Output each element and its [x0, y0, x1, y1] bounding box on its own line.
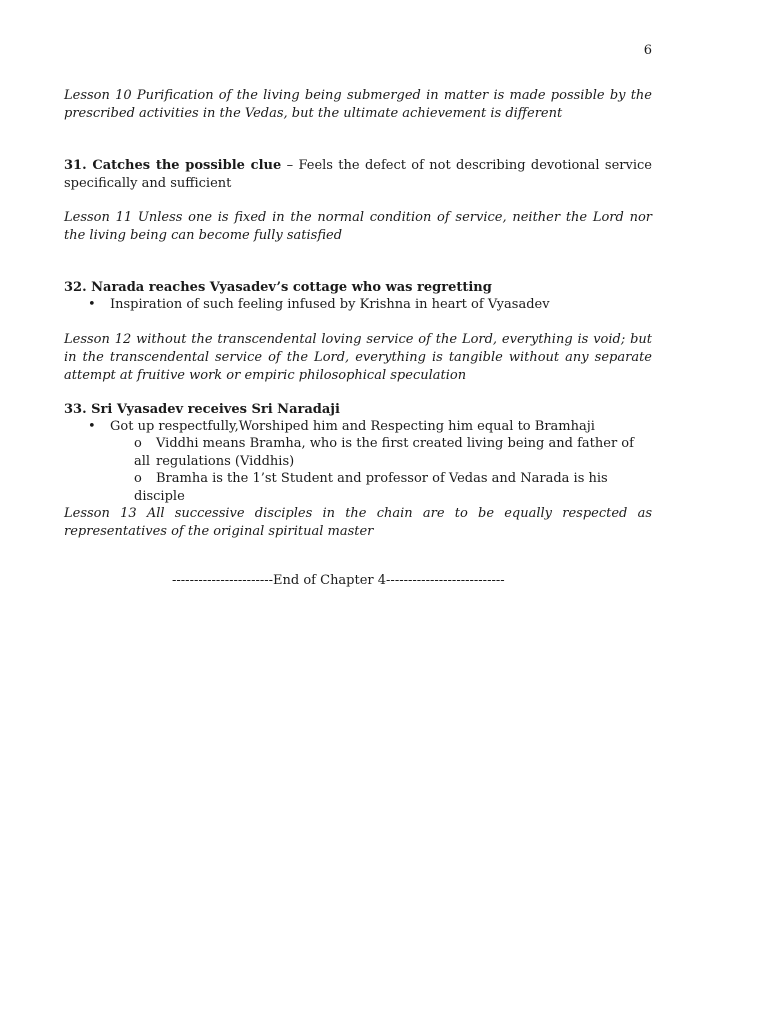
page-number: 6	[643, 43, 652, 58]
item-32-bullet-text: Inspiration of such feeling infused by Krishna in heart of Vyasadev	[110, 297, 550, 312]
item-33-sub-1-text: Viddhi means Bramha, who is the first created living being and father of all	[134, 436, 634, 469]
item-31-heading: 31. Catches the possible clue	[64, 158, 282, 173]
item-33-sub-2-text: Bramha is the 1’st Student and professor of Vedas and Narada is his disciple	[134, 471, 608, 504]
item-31-text: – Feels the defect of not describing devotional service specifically and sufficient	[64, 158, 652, 191]
item-32-heading: 32. Narada reaches Vyasadev’s cottage who was regretting	[64, 280, 492, 295]
lesson-10-text: Lesson 10 Purification of the living being submerged in matter is made possible by the prescribed activities in the Vedas, but the ultimate achievement is different	[64, 88, 652, 121]
item-33-heading: 33. Sri Vyasadev receives Sri Naradaji	[64, 402, 340, 417]
item-33-sub-1-continued: regulations (Viddhis)	[156, 454, 295, 469]
sub-bullet-icon: o	[134, 471, 142, 486]
item-32-bullet	[88, 296, 648, 314]
item-33-sub-2	[134, 470, 654, 506]
lesson-11-text: Lesson 11 Unless one is fixed in the normal condition of service, neither the Lord nor the living being can become fully satisfied	[64, 210, 652, 243]
bullet-icon: •	[88, 297, 96, 312]
lesson-12-text: Lesson 12 without the transcendental loving service of the Lord, everything is void; but in the transcendental service of the Lord, everything is tangible without any separate attempt at fruitive work or empiric philosophical speculation	[64, 332, 652, 383]
item-33-bullet	[88, 418, 648, 436]
lesson-13-text: Lesson 13 All successive disciples in the chain are to be equally respected as representatives of the original spiritual master	[64, 506, 652, 539]
sub-bullet-icon: o	[134, 436, 142, 451]
bullet-icon: •	[88, 419, 96, 434]
item-31-paragraph	[64, 157, 652, 193]
item-33-bullet-text: Got up respectfully,Worshiped him and Respecting him equal to Bramhaji	[110, 419, 595, 434]
end-of-chapter-marker: -----------------------End of Chapter 4---------------------------	[172, 573, 505, 588]
